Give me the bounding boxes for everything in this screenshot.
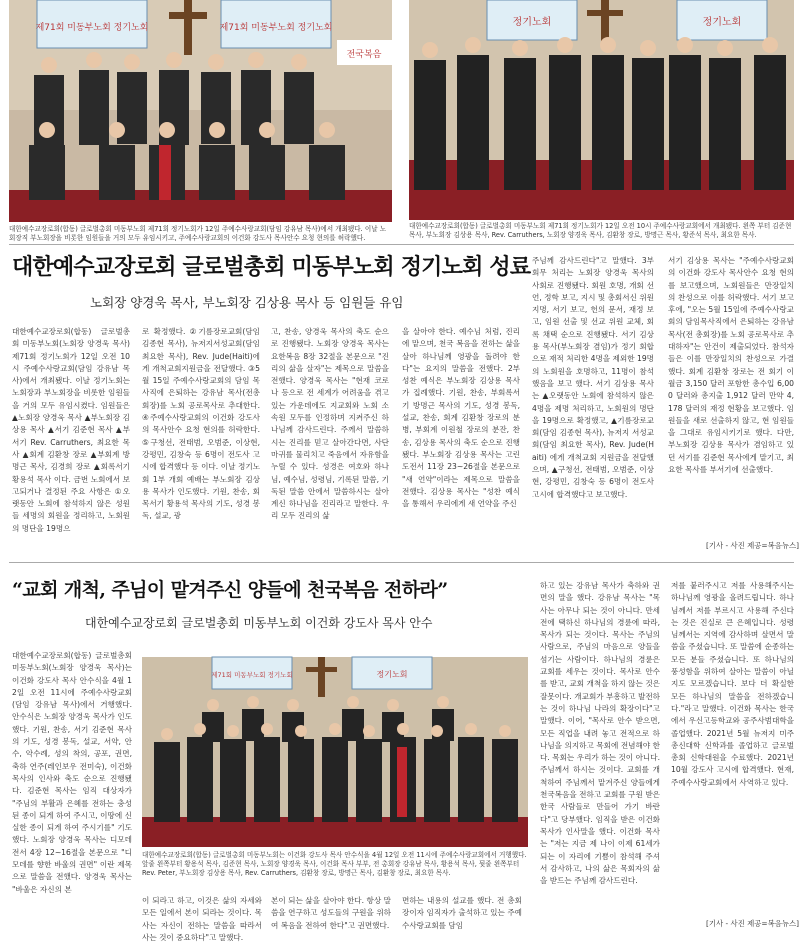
- article1-column-1: 대한예수교장로회(합동) 글로벌총회 미동부노회(노회장 양경욱 목사) 제71회 정기노회가 12일 오전 10시 주예수사랑교회(담임 강유남 목사)에서 개최됐다. 이날 정기노회는 노회장과 부노회장을 비롯한 임원들을 거의 모두 유임시켰다. 임원들은 ▲노회장 양경욱 목사 ▲부노회장 김상용 목사 ▲서기 김준현 목사 ▲부서기 Rev. Carruthers, 최요한 목사 ▲회계 김환창 장로 ▲부회계 방명근 목사, 김경희 장로 ▲회록서기 황용석 목사 이다. 금번 노회에서 보고되거나 결정된 주요 사항은 ①오랫동안 노회에 참석하지 않은 성원들 세명의 회원을 정리하고, 노회원의 명단을 19명으: [12, 327, 130, 533]
- banner-right-text: 제71회 미동부노회 정기노회: [219, 23, 333, 33]
- article1-column-2: 로 확정했다. ②기름장로교회(담임 김종현 목사), 뉴저지서성교회(담임 최요한 목사), Rev. Jude(Haiti)에게 개척교회지원금을 전달했다. ③5월 15일 주예수사랑교회의 담임 목사직에 은퇴하는 강유남 목사(전총회장)를 노회 공로목사로 추대한다. ④주예수사랑교회의 이건화 강도사의 목사안수 요청 현의를 허락한다. ⑤구청선, 전태범, 오범준, 이상현, 강평민, 김창숙 등 6명이 전도사 고시에 합격했다 등 이다. 이날 정기노회 1부 개회 예배는 부노회장 김상용 목사가 인도했다. 기원, 찬송, 회목서기 황용석 목사의 기도, 성경 봉독, 설교, 광: [142, 327, 260, 521]
- article2-column-5: 하고 있는 강유남 목사가 축하와 권면의 말을 했다. 강유남 목사는 "목사는 아무나 되는 것이 아니다. 만세 전에 택하신 하나님의 경륜에 따라, 목사가 되는 것이다. 목사는 주님의 사람으로, 주님의 마음으로 양들을 섬기는 사람이다. 하나님의 경륜은 교회를 세우는 것이다. 목사로 안수를 받고, 교회 개척을 하지 않는 것은 잘못이다. 개교회가 부흥하고 발전하는 것이 하나님 나라의 확장이다"고 말했다. 이어, "목사로 안수 받으면, 모든 직업을 내려 놓고 전적으로 하나님을 의지하고 목회에 전념해야 한다. 목회는 우리가 하는 것이 아니다. 주님께서 하시는 것이다. 교회를 개척하여 주님께서 맡겨주신 양들에게 천국복음을 전하고 교회를 구원 받은 한국 사람들로 만들어 가기 바란다"고 당부했다. 임직을 받은 이건화 목사가 인사말을 했다. 이건화 목사는 "저는 지금 제 나이 이제 61세가 되는 이 자리에 기쁨이 참석해 주셔서 감사하고, 나의 삶은 목회자의 삶을 받드는 주님께 감사드린다.: [540, 581, 660, 886]
- article1-column-6: 서기 김상용 목사는 "주예수사랑교회의 이건화 강도사 목사안수 요청 현의를 보고했으며, 노회원들은 만장일치의 찬성으로 이를 허락했다. 서기 보고 후에, "오는 5월 15일에 주예수사랑교회의 담임목사직에서 은퇴하는 강유남 목사(전 총회장)를 노회 공로목사로 추대하자"는 안건이 제출되었다. 참석자들은 이를 만장일치의 찬성으로 가결했다. 회계 김환창 장로는 전 회기 이월금 3,150 달러 포함한 총수입 6,000 달러와 총지출 1,912 달러 만약 4,178 달러의 재정 현황을 보고했다. 임원들을 새로 선출하지 않고, 현 임원들을 그대로 유임시키기로 했다. 다만, 부노회장 김상용 목사가 겸임하고 있던 서기를 김준현 목사에게 맡기고, 최요한 목사를 부서기에 선출했다.: [668, 256, 794, 475]
- article2-headline: “교회 개척, 주님이 맡겨주신 양들에 천국복음 전하라”: [12, 579, 448, 601]
- article2-column-3-bottom: 본이 되는 삶을 살아야 한다. 항상 말씀을 연구하고 성도들의 구원을 위하여 복음을 전하여 한다"고 권면했다.: [271, 896, 391, 930]
- article2-column-6: 저를 붙러주시고 저를 사용해주시는 하나님께 영광을 올려드립니다. 하나님께서 저를 부르시고 사용해 주신다는 것은 진실로 큰 은혜입니다. 성령님께서는 지역에 감사하며 살면서 말씀을 주셨습니다. 또 말씀에 순종하는 모든 분들 주셨습니다. 또 하나님의 풍성함을 위하여 살아는 말씀이 아닐지도 모르겠습니다. 보다 더 확실한 모든 하나님의 말씀을 전하겠습니다."라고 말했다. 이건화 목사는 한국에서 우신고등학교와 공주사범대학을 졸업했다. 2021년 5월 뉴저지 미주총신대학 신학과를 졸업하고 글로벌총회 신학대원을 수료했다. 2021년 10월 강도사 고시에 합격했다. 현재, 주예수사랑교회에서 사역하고 있다.: [671, 581, 794, 787]
- photo-caption-ordination: 대한예수교장로회(합동) 글로벌총회 미동부노회는 이건화 강도사 목사 안수식을 4월 12일 오전 11시에 주예수사랑교회에서 거행했다. 앞줄 왼쪽부터 황용석 목사, 김준현 목사, 노회장 양경욱 목사, 이건화 목사 부부, 전 총회장 강유남 목사, 황용석 목사, 뒷줄 왼쪽부터 Rev. Peter, 부노회장 김상용 목사, Rev. Carruthers, 김환창 장로, 방명근 목사, 김환창 장로, 최요한 목사.: [142, 851, 527, 877]
- photo-caption-top-right: 대한예수교장로회(합동) 글로벌총회 미동부노회 제71회 정기노회가 12일 오전 10시 주예수사랑교회에서 개최됐다. 왼쪽 부터 김준현 목사, 부노회장 김상용 목사, Rev. Carruthers, 노회장 양경욱 목사, 김환창 장로, 방명근 목사, 황준석 목사, 최요한 목사.: [409, 222, 792, 239]
- article1-column-5: 주님께 감사드린다"고 말했다. 3부 회무 처리는 노회장 양경욱 목사의 사회로 진행됐다. 회원 호명, 개회 선언, 정학 보고, 지시 및 총회서신 위원 지명, 서기 보고, 헌의 문서, 재정 보고, 임원 선출 및 선교 위원 교체, 회록 채택 순으로 진행됐다. 서기 김상용 목사(부노회장 겸임)가 정기 회합으로 재적 처리한 4명을 제외한 19명의 노회원을 호명하고, 11명이 참석했음을 보고 했다. 서기 김상용 목사는 ▲오랫동안 노회에 참석하지 않은 4명을 제명 처리하고, 노회원의 명단을 19명으로 확정했고, ▲기름장로교회(담임 김종현 목사), 뉴저지 서성교회(담임 최요한 목사), Rev. Jude(Haiti) 에게 개척교회 지원금을 전달했으며, ▲구청선, 전태범, 오범준, 이상현, 강평민, 김창숙 등 6명이 전도사 고시에 합격했다고 보고했다.: [532, 256, 655, 499]
- article1-subheadline: 노회장 양경욱 목사, 부노회장 김상용 목사 등 임원들 유임: [90, 295, 404, 310]
- banner-text-right-photo-1: 정기노회: [512, 17, 552, 28]
- article2-column-4-bottom: 면하는 내용의 설교를 했다. 전 총회장이자 임직자가 출석하고 있는 주예수사랑교회를 담임: [402, 896, 522, 930]
- article2-credit: [기사 - 사진 제공=복음뉴스]: [706, 919, 800, 928]
- banner-text-right-photo-2: 정기노회: [702, 17, 742, 28]
- article1-credit: [기사 - 사진 제공=복음뉴스]: [706, 541, 800, 550]
- banner-left-text: 제71회 미동부노회 정기노회: [35, 23, 149, 33]
- photo-ordination-group: [142, 657, 528, 847]
- article1-headline: 대한예수교장로회 글로벌총회 미동부노회 정기노회 성료: [12, 255, 531, 280]
- photo-caption-top-left: 대한예수교장로회(합동) 글로벌총회 미동부노회 제71회 정기노회가 12일 주예수사랑교회(담임 강유남 목사)에서 개최됐다. 이날 노회장직 부노회장을 비롯한 임원들을 거의 모두 유임시키고, 주예수사랑교회의 이건화 강도사 목사안수 요청 현의를 허락했다.: [9, 225, 387, 242]
- article2-column-1: 대한예수교장로회(합동) 글로벌총회 미동부노회(노회장 양경욱 목사)는 이건화 강도사 목사 안수식을 4월 12일 오전 11시에 주예수사랑교회(담임 강유남 목사)에서 거행했다. 안수식은 노회장 양경욱 목사가 인도했다. 기원, 찬송, 서기 김준현 목사의 기도, 성경 봉독, 설교, 서약, 안수, 악수례, 성의 착의, 공포, 권면, 축하 연주(레인보우 전미숙), 이건화 목사의 인사와 축도 순으로 진행됐다. 김준현 목사는 임직 대상자가 "주님의 부활과 은혜를 전하는 충성된 종이 되게 하여 주시고, 이땅에 신실한 종이 되게 하여 주시기를" 기도했다. 노회장 양경욱 목사는 디모데전서 4장 12~16절을 본문으로 "디모데를 향한 바울의 권면" 이란 제목으로 말씀을 전했다. 양경욱 목사는 "바울은 자신의 본: [12, 651, 132, 894]
- article2-column-2-bottom: 이 되라고 하고, 이것은 삶의 자세와 모든 일에서 본이 되라는 것이다. 목사는 자신이 전하는 말씀을 따라서 사는 것이 중요하다"고 말했다.: [142, 896, 262, 942]
- article1-column-3: 고, 찬송, 양경욱 목사의 축도 순으로 진행됐다. 노회장 양경욱 목사는 요한복음 8장 32절을 본문으로 "진리의 삶을 살자"는 제목으로 말씀을 전했다. 양경욱 목사는 "현재 코로나 등으로 전 세계가 어려움을 겪고 있는 가운데에도 지교회와 노회 소속원 모두를 인정하며 지켜주신 하나님께 감사드린다. 주께서 말씀하시는 진리를 믿고 살아간다면, 사단 마귀를 물리치고 죽음에서 자유함을 누릴 수 있다. 성경은 여호와 하나님, 예수님, 성령님, 기록된 말씀, 기독된 말씀 안에서 말씀하시는 살아계신 하나님을 진리라고 말한다. 우리 모두 진리의 삶: [271, 327, 389, 521]
- divider-top: [9, 244, 794, 245]
- mid-banner-left-text: 제71회 미동부노회 정기노회: [211, 671, 293, 679]
- photo-group-top-right: [409, 0, 794, 220]
- mid-banner-right-text: 정기노회: [376, 670, 408, 679]
- article2-subheadline: 대한예수교장로회 글로벌총회 미동부노회 이건화 강도사 목사 안수: [85, 616, 433, 630]
- divider-middle: [9, 562, 794, 563]
- photo-group-top-left: [9, 0, 392, 222]
- article1-column-4: 을 살아야 한다. 예수님 처럼, 진리에 맡으며, 천국 복음을 전하는 삶을 살아 하나님께 영광을 돌려야 한다"는 요지의 말씀을 전했다. 2부 성찬 예식은 부노회장 김상용 목사가 집례했다. 기원, 찬송, 부회록서기 방명근 목사의 기도, 성경 봉독, 설교, 찬송, 회계 김환창 장로의 분병, 부회계 이원철 장로의 분잔, 찬송, 김상용 목사의 축도 순으로 진행됐다. 부노회장 김상용 목사는 고린도전서 11장 23~26절을 본문으로 "새 언약"이라는 제목으로 말씀을 전했다. 김상용 목사는 "성찬 예식을 통해서 우리에게 새 언약을 주신: [402, 327, 520, 509]
- side-banner-text: 전국복음: [346, 50, 382, 60]
